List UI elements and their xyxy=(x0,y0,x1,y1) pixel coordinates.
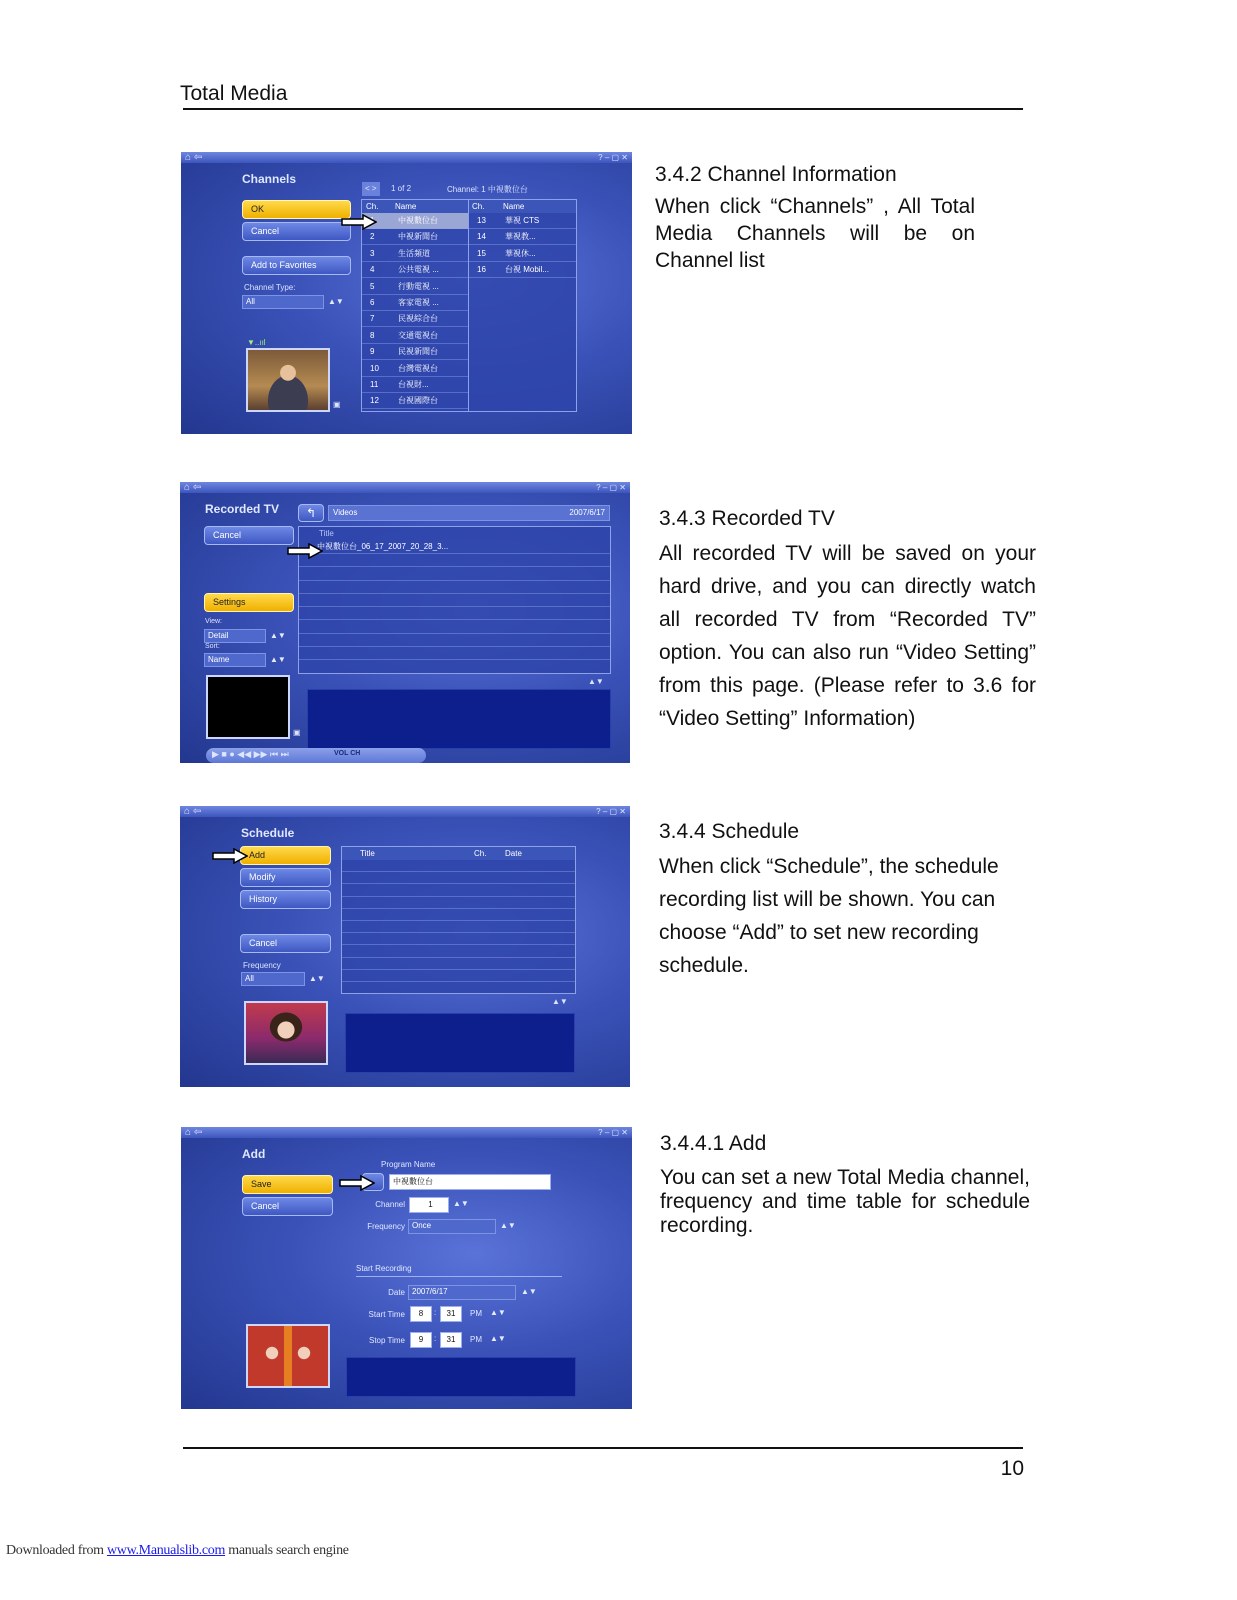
program-name-input[interactable]: 中視數位台 xyxy=(389,1174,551,1190)
preview-image xyxy=(248,1326,328,1386)
source-link[interactable]: www.Manualslib.com xyxy=(106,1543,226,1558)
channel-name: 台灣電視台 xyxy=(398,363,438,373)
channel-number: 9 xyxy=(370,347,375,357)
column-ch-2: Ch. xyxy=(472,202,485,211)
section-recorded-tv xyxy=(659,502,1036,735)
channel-number: 11 xyxy=(370,380,379,389)
page-header-title: Total Media xyxy=(180,82,288,105)
recording-title: 中視數位台_06_17_2007_20_28_3... xyxy=(317,542,449,551)
section-heading: 3.4.2 Channel Information xyxy=(655,163,897,186)
start-time-label: Start Time xyxy=(368,1310,405,1319)
window-controls-icon[interactable]: ? – ▢ ✕ xyxy=(598,1128,628,1137)
empty-row xyxy=(299,647,611,660)
recording-row[interactable] xyxy=(299,540,610,554)
cancel-button[interactable]: Cancel xyxy=(242,222,351,241)
section-add xyxy=(660,1127,1030,1238)
channel-row[interactable] xyxy=(362,361,468,377)
channel-name: 中視數位台 xyxy=(398,216,438,225)
empty-row xyxy=(342,921,576,933)
channel-row[interactable] xyxy=(469,246,577,262)
folder-date: 2007/6/17 xyxy=(569,508,605,517)
callout-arrow-icon xyxy=(287,543,323,559)
empty-row xyxy=(342,970,576,982)
channel-number: 12 xyxy=(370,396,379,406)
details-panel xyxy=(345,1013,575,1073)
section-body: When click “Schedule”, the schedule recording list will be shown. You can choose “Add” to set new recording schedule. xyxy=(659,855,999,977)
empty-row xyxy=(299,581,611,594)
channel-number: 2 xyxy=(370,232,375,242)
section-body: When click “Channels” , All Total Media Channels will be on Channel list xyxy=(655,195,975,272)
channel-list[interactable] xyxy=(361,199,577,412)
channel-row[interactable] xyxy=(362,213,468,229)
channel-number: 14 xyxy=(477,232,486,242)
panel-title: Recorded TV xyxy=(205,502,280,516)
view-select[interactable]: Detail xyxy=(204,629,266,643)
window-controls-icon[interactable]: ? – ▢ ✕ xyxy=(596,483,626,492)
channels-screenshot xyxy=(181,152,632,434)
empty-row xyxy=(299,607,611,620)
empty-row xyxy=(342,897,576,909)
section-body: You can set a new Total Media channel, frequency and time table for schedule recording. xyxy=(660,1166,1030,1237)
start-minute-input[interactable]: 31 xyxy=(440,1306,462,1322)
column-date: Date xyxy=(505,849,522,858)
cancel-button[interactable]: Cancel xyxy=(204,526,294,545)
recordings-list[interactable] xyxy=(298,526,611,674)
channel-number: 6 xyxy=(370,298,375,307)
window-controls-icon[interactable]: ? – ▢ ✕ xyxy=(596,807,626,816)
details-panel xyxy=(346,1357,576,1397)
channel-row[interactable] xyxy=(362,311,468,327)
fullscreen-icon[interactable]: ▣ xyxy=(333,400,341,409)
view-label: View: xyxy=(205,618,222,625)
fullscreen-icon[interactable]: ▣ xyxy=(293,728,301,737)
vol-ch-controls[interactable]: VOL CH xyxy=(334,750,361,757)
title-bar xyxy=(180,482,630,493)
channel-row[interactable] xyxy=(362,279,468,295)
column-ch: Ch. xyxy=(474,849,487,858)
time-separator: : xyxy=(434,1334,437,1343)
channel-row[interactable] xyxy=(362,246,468,262)
schedule-list-header xyxy=(342,847,575,860)
column-ch: Ch. xyxy=(366,202,379,211)
channel-type-arrows-icon[interactable]: ▲▼ xyxy=(328,297,344,306)
channel-input[interactable]: 1 xyxy=(409,1197,449,1213)
schedule-screenshot xyxy=(180,806,630,1087)
channel-number: 7 xyxy=(370,314,375,324)
frequency-select[interactable]: All xyxy=(241,972,305,986)
channel-row[interactable] xyxy=(362,377,468,393)
history-button[interactable]: History xyxy=(240,890,331,909)
empty-row xyxy=(299,554,611,567)
playback-controls-icon[interactable]: ▶ ■ ● ◀◀ ▶▶ ⏮ ⏭ xyxy=(212,749,289,759)
section-heading: 3.4.4 Schedule xyxy=(659,820,800,843)
up-folder-icon[interactable]: ↰ xyxy=(298,504,324,522)
right-channel-rows xyxy=(469,213,577,413)
frequency-label: Frequency xyxy=(243,961,281,970)
empty-row xyxy=(299,594,611,607)
header-rule xyxy=(183,108,1023,110)
channel-label: Channel xyxy=(375,1200,405,1209)
window-controls-icon[interactable]: ? – ▢ ✕ xyxy=(598,153,628,162)
callout-arrow-icon xyxy=(341,214,377,230)
stop-time-label: Stop Time xyxy=(368,1336,405,1345)
settings-button[interactable]: Settings xyxy=(204,593,294,612)
channel-row[interactable] xyxy=(362,262,468,278)
sort-select[interactable]: Name xyxy=(204,653,266,667)
add-button[interactable]: Add xyxy=(240,846,331,865)
callout-arrow-icon xyxy=(212,848,248,864)
channel-row[interactable] xyxy=(469,229,577,245)
pager-text: 1 of 2 xyxy=(391,184,412,193)
recorded-tv-screenshot xyxy=(180,482,630,763)
footer-rule xyxy=(183,1447,1023,1449)
start-recording-label: Start Recording xyxy=(356,1264,412,1273)
empty-row xyxy=(299,660,611,673)
channel-name: 行動電視 ... xyxy=(398,281,439,291)
start-ampm[interactable]: PM xyxy=(470,1309,482,1318)
source-prefix: Downloaded from xyxy=(6,1543,107,1558)
schedule-list[interactable] xyxy=(341,846,576,994)
tv-preview xyxy=(246,348,330,412)
channel-name: 公共電視 ... xyxy=(398,265,439,275)
channel-type-label: Channel Type: xyxy=(244,283,296,292)
section-heading: 3.4.3 Recorded TV xyxy=(659,507,835,530)
source-line xyxy=(6,1543,349,1559)
empty-row xyxy=(299,621,611,634)
panel-title: Schedule xyxy=(241,826,295,840)
tv-preview xyxy=(246,1324,330,1388)
channel-name: 民視綜合台 xyxy=(398,314,438,324)
tv-preview xyxy=(206,675,290,739)
channel-number: 13 xyxy=(477,216,486,225)
source-suffix: manuals search engine xyxy=(225,1543,349,1558)
channel-row[interactable] xyxy=(362,344,468,360)
preview-image xyxy=(248,350,328,410)
channel-name: 生活頻道 xyxy=(398,248,430,258)
title-bar xyxy=(180,806,630,817)
channel-arrows-icon[interactable]: ▲▼ xyxy=(453,1199,469,1208)
channel-name: 民視新聞台 xyxy=(398,347,438,357)
channel-number: 4 xyxy=(370,265,375,275)
home-back-icons[interactable]: ⌂ ⇦ xyxy=(185,1127,203,1138)
signal-icon: ▼..ııl xyxy=(247,338,266,347)
scroll-arrows-icon[interactable]: ▲▼ xyxy=(552,997,568,1006)
channel-name: 台視 Mobil... xyxy=(505,265,550,275)
frequency-arrows-icon[interactable]: ▲▼ xyxy=(500,1221,516,1230)
stop-hour-input[interactable]: 9 xyxy=(410,1332,432,1348)
frequency-arrows-icon[interactable]: ▲▼ xyxy=(309,974,325,983)
title-bar xyxy=(181,1127,632,1138)
frequency-label: Frequency xyxy=(367,1222,405,1231)
empty-row xyxy=(342,872,576,884)
scroll-arrows-icon[interactable]: ▲▼ xyxy=(588,677,604,686)
channel-name: 華視教... xyxy=(505,232,536,242)
sort-label: Sort: xyxy=(205,643,220,650)
start-time-arrows-icon[interactable]: ▲▼ xyxy=(490,1308,506,1317)
channel-number: 8 xyxy=(370,330,375,340)
callout-arrow-icon xyxy=(339,1175,375,1191)
folder-name: Videos xyxy=(333,508,358,517)
channel-number: 10 xyxy=(370,363,379,373)
empty-row xyxy=(342,982,576,994)
section-channels xyxy=(655,158,975,274)
channel-number: 3 xyxy=(370,248,375,258)
column-title: Title xyxy=(319,529,334,538)
current-channel: Channel: 1 中視數位台 xyxy=(447,185,528,194)
playback-bar[interactable] xyxy=(206,748,426,763)
page-number: 10 xyxy=(1000,1457,1024,1480)
column-name: Name xyxy=(395,202,417,211)
details-panel xyxy=(307,689,611,749)
folder-bar xyxy=(328,505,610,521)
stop-time-arrows-icon[interactable]: ▲▼ xyxy=(490,1334,506,1343)
channel-list-header xyxy=(362,200,576,213)
title-bar xyxy=(181,152,632,163)
channel-number: 5 xyxy=(370,281,375,291)
cancel-button[interactable]: Cancel xyxy=(240,934,331,953)
empty-row xyxy=(342,945,576,957)
preview-image xyxy=(246,1003,326,1063)
start-recording-divider xyxy=(356,1276,562,1277)
left-channel-rows xyxy=(362,213,468,413)
channel-number: 16 xyxy=(477,265,486,275)
channel-row[interactable] xyxy=(469,213,577,229)
sort-arrows-icon[interactable]: ▲▼ xyxy=(270,655,286,664)
channel-name: 交通電視台 xyxy=(398,330,438,340)
recordings-header xyxy=(299,527,610,540)
channel-name: 客家電視 ... xyxy=(398,298,439,307)
section-heading: 3.4.4.1 Add xyxy=(660,1132,767,1155)
channel-name: 華視 CTS xyxy=(505,216,540,225)
empty-row xyxy=(342,860,576,872)
channel-type-select[interactable]: All xyxy=(242,295,324,309)
empty-row xyxy=(342,909,576,921)
program-name-label: Program Name xyxy=(381,1160,436,1169)
panel-title: Channels xyxy=(242,172,297,186)
channel-name: 台視國際台 xyxy=(398,396,438,406)
home-back-icons[interactable]: ⌂ ⇦ xyxy=(185,152,203,163)
channel-row[interactable] xyxy=(362,328,468,344)
panel-title: Add xyxy=(242,1147,266,1161)
ok-button[interactable]: OK xyxy=(242,200,351,219)
add-to-favorites-button[interactable]: Add to Favorites xyxy=(242,256,351,275)
channel-row[interactable] xyxy=(362,295,468,311)
channel-row[interactable] xyxy=(362,393,468,409)
pager-arrows-icon[interactable]: < > xyxy=(362,182,380,196)
channel-name: 中視新聞台 xyxy=(398,232,438,242)
home-back-icons[interactable]: ⌂ ⇦ xyxy=(184,806,202,817)
date-arrows-icon[interactable]: ▲▼ xyxy=(521,1287,537,1296)
save-button[interactable]: Save xyxy=(242,1175,333,1194)
empty-row xyxy=(342,958,576,970)
channel-name: 華視休... xyxy=(505,248,536,258)
time-separator: : xyxy=(434,1308,437,1317)
stop-ampm[interactable]: PM xyxy=(470,1335,482,1344)
home-back-icons[interactable]: ⌂ ⇦ xyxy=(184,482,202,493)
cancel-button[interactable]: Cancel xyxy=(242,1197,333,1216)
modify-button[interactable]: Modify xyxy=(240,868,331,887)
empty-row xyxy=(342,884,576,896)
section-schedule xyxy=(659,815,1029,982)
tv-preview xyxy=(244,1001,328,1065)
channel-row[interactable] xyxy=(469,262,577,278)
view-arrows-icon[interactable]: ▲▼ xyxy=(270,631,286,640)
empty-rows xyxy=(342,860,576,994)
channel-number: 15 xyxy=(477,248,486,258)
empty-row xyxy=(299,634,611,647)
column-title: Title xyxy=(360,849,375,858)
start-hour-input[interactable]: 8 xyxy=(410,1306,432,1322)
column-name-2: Name xyxy=(503,202,525,211)
date-select[interactable]: 2007/6/17 xyxy=(408,1285,516,1300)
frequency-select[interactable]: Once xyxy=(408,1219,496,1234)
stop-minute-input[interactable]: 31 xyxy=(440,1332,462,1348)
empty-row xyxy=(342,933,576,945)
channel-name: 台視財... xyxy=(398,380,429,389)
add-schedule-screenshot xyxy=(181,1127,632,1409)
channel-row[interactable] xyxy=(362,229,468,245)
date-label: Date xyxy=(388,1288,405,1297)
empty-row xyxy=(299,567,611,580)
empty-rows xyxy=(299,554,611,674)
section-body: All recorded TV will be saved on your hard drive, and you can directly watch all recorded TV from “Recorded TV” option. You can also run “Video Setting” from this page. (Please refer to 3.6 for “Video Setting” Information) xyxy=(659,542,1036,730)
